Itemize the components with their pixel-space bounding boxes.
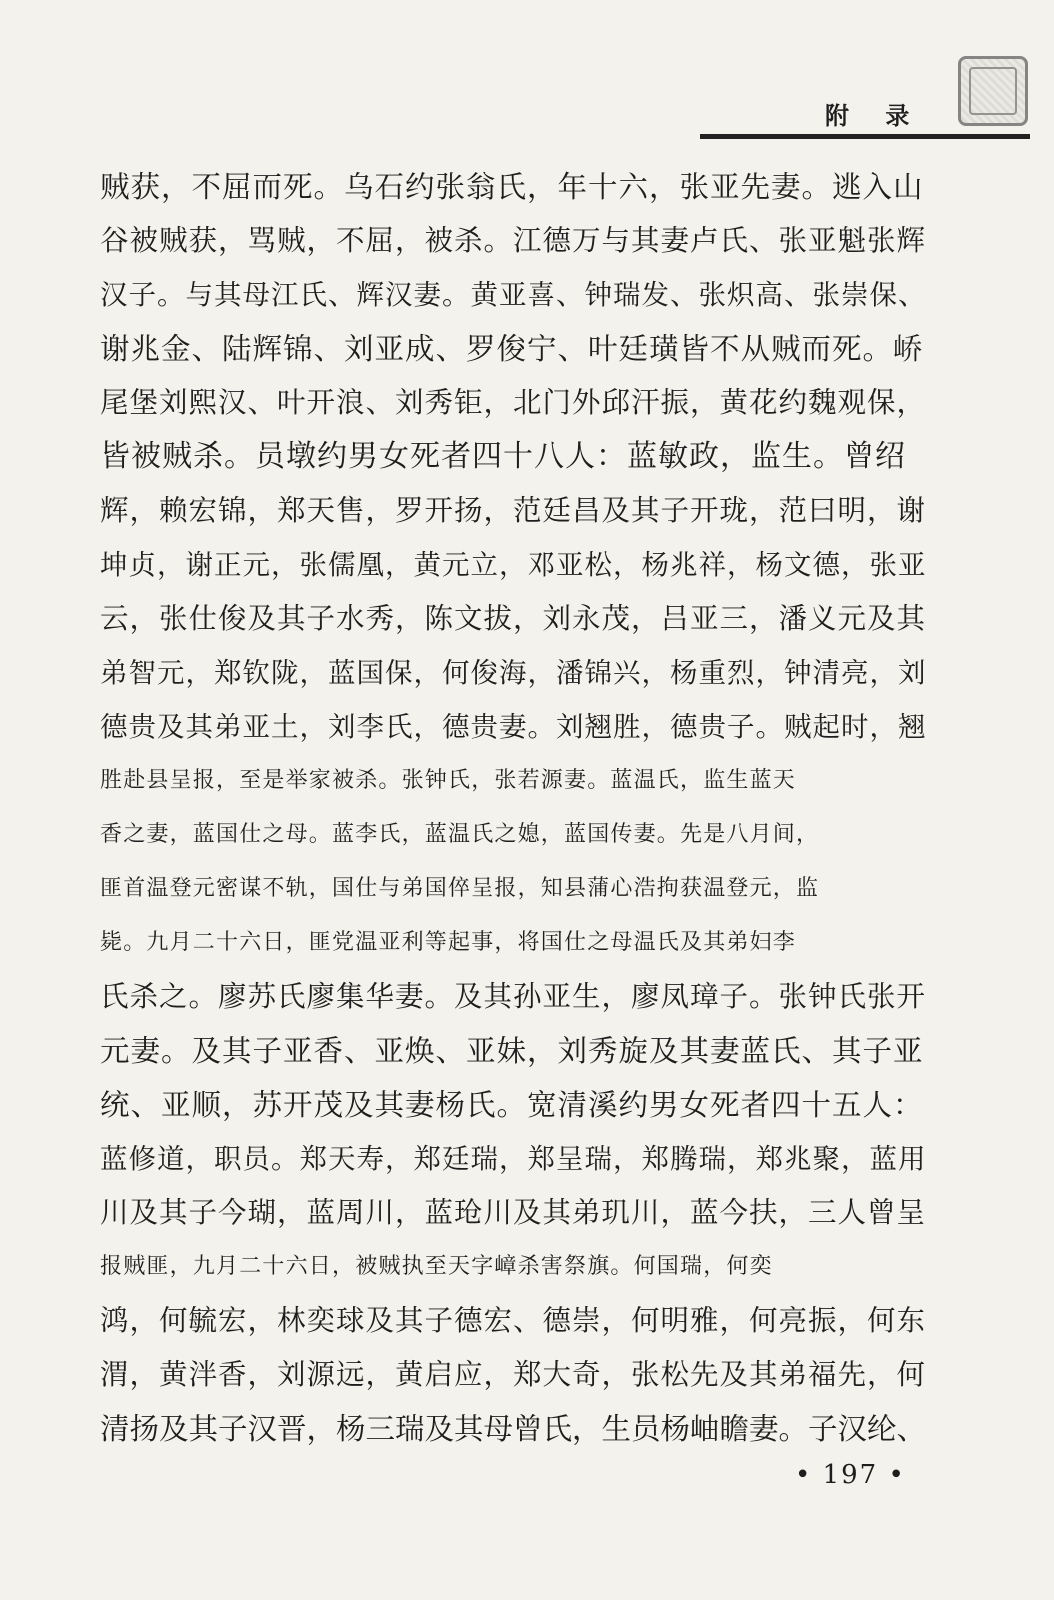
text-line: 弟智元，郑钦陇，蓝国保，何俊海，潘锦兴，杨重烈，钟清亮，刘 — [100, 657, 927, 689]
text-line: 川及其子今瑚，蓝周川，蓝玱川及其弟玑川，蓝今扶，三人曾呈 — [100, 1196, 927, 1229]
text-line: 清扬及其子汉晋，杨三瑞及其母曾氏，生员杨岫瞻妻。子汉纶、 — [100, 1412, 927, 1446]
text-line: 云，张仕俊及其子水秀，陈文拔，刘永茂，吕亚三，潘义元及其 — [100, 602, 927, 635]
seal-stamp — [958, 56, 1028, 126]
text-line: 元妻。及其子亚香、亚焕、亚妹，刘秀旋及其妻蓝氏、其子亚 — [100, 1034, 924, 1068]
text-line: 蓝修道，职员。郑天寿，郑廷瑞，郑呈瑞，郑腾瑞，郑兆聚，蓝用 — [100, 1143, 927, 1175]
text-line: 鸿，何毓宏，林奕球及其子德宏、德崇，何明雅，何亮振，何东 — [100, 1304, 927, 1337]
text-line: 谷被贼获，骂贼，不屈，被杀。江德万与其妻卢氏、张亚魁张辉 — [100, 224, 927, 257]
page-number: • 197 • — [795, 1460, 906, 1490]
text-line: 毙。九月二十六日，匪党温亚利等起事，将国仕之母温氏及其弟妇李 — [100, 930, 797, 955]
text-line: 皆被贼杀。员墩约男女死者四十八人：蓝敏政，监生。曾绍 — [100, 439, 906, 474]
text-line: 贼获，不屈而死。乌石约张翁氏，年十六，张亚先妻。逃入山 — [100, 170, 924, 204]
text-line: 辉，赖宏锦，郑天售，罗开扬，范廷昌及其子开珑，范曰明，谢 — [100, 494, 927, 527]
text-line: 氏杀之。廖苏氏廖集华妻。及其孙亚生，廖凤璋子。张钟氏张开 — [100, 980, 927, 1013]
text-line: 香之妻，蓝国仕之母。蓝李氏，蓝温氏之媳，蓝国传妻。先是八月间， — [100, 822, 820, 847]
text-line: 报贼匪，九月二十六日，被贼执至天字嶂杀害祭旗。何国瑞，何奕 — [100, 1254, 773, 1279]
text-line: 统、亚顺，苏开茂及其妻杨氏。宽清溪约男女死者四十五人： — [100, 1088, 924, 1122]
text-line: 胜赴县呈报，至是举家被杀。张钟氏，张若源妻。蓝温氏，监生蓝天 — [100, 768, 797, 793]
header-rule — [700, 134, 1030, 139]
body-text — [100, 160, 930, 1456]
section-header: 附 录 — [825, 102, 924, 130]
text-line: 德贵及其弟亚土，刘李氏，德贵妻。刘翘胜，德贵子。贼起时，翘 — [100, 711, 927, 743]
text-line: 渭，黄泮香，刘源远，黄启应，郑大奇，张松先及其弟福先，何 — [100, 1358, 927, 1391]
text-line: 坤贞，谢正元，张儒凰，黄元立，邓亚松，杨兆祥，杨文德，张亚 — [100, 549, 927, 581]
text-line: 谢兆金、陆辉锦、刘亚成、罗俊宁、叶廷璜皆不从贼而死。峤 — [100, 332, 924, 366]
text-line: 尾堡刘熙汉、叶开浪、刘秀钜，北门外邱汗振，黄花约魏观保， — [100, 386, 927, 419]
text-line: 匪首温登元密谋不轨，国仕与弟国倅呈报，知县蒲心浩拘获温登元，监 — [100, 876, 820, 901]
text-line: 汉子。与其母江氏、辉汉妻。黄亚喜、钟瑞发、张炽高、张崇保、 — [100, 279, 927, 311]
